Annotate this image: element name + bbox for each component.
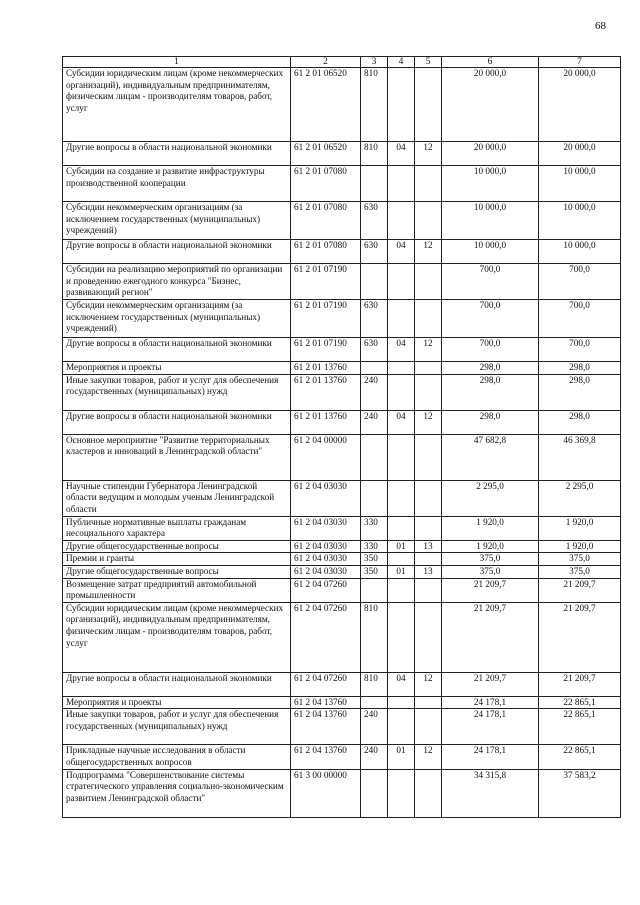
row-subsection: 12 <box>415 142 442 166</box>
row-subsection <box>415 202 442 240</box>
row-amount-year2: 21 209,7 <box>539 602 621 672</box>
row-expense-type: 240 <box>361 709 388 745</box>
row-code: 61 2 01 06520 <box>291 142 361 166</box>
row-expense-type <box>361 434 388 480</box>
row-name: Субсидии юридическим лицам (кроме некоммерческих организаций), индивидуальным предпринимателям, физическим лицам - производителям товаров, работ, услуг <box>63 68 291 142</box>
row-amount-year2: 375,0 <box>539 553 621 566</box>
row-name: Другие вопросы в области национальной экономики <box>63 672 291 696</box>
row-amount-year1: 24 178,1 <box>442 709 539 745</box>
row-subsection: 12 <box>415 240 442 264</box>
table-row <box>63 540 621 553</box>
row-code: 61 2 01 13760 <box>291 362 361 375</box>
row-expense-type: 630 <box>361 202 388 240</box>
row-expense-type <box>361 769 388 817</box>
row-expense-type <box>361 480 388 516</box>
row-section <box>388 166 415 202</box>
row-subsection <box>415 769 442 817</box>
row-amount-year1: 21 209,7 <box>442 602 539 672</box>
row-amount-year2: 10 000,0 <box>539 202 621 240</box>
row-amount-year2: 22 865,1 <box>539 709 621 745</box>
row-amount-year1: 34 315,8 <box>442 769 539 817</box>
row-amount-year1: 298,0 <box>442 410 539 434</box>
row-section <box>388 264 415 300</box>
header-col-1: 1 <box>63 57 291 68</box>
row-code: 61 2 04 07260 <box>291 672 361 696</box>
budget-table <box>62 56 621 818</box>
row-code: 61 2 04 13760 <box>291 745 361 769</box>
row-section <box>388 202 415 240</box>
row-name: Иные закупки товаров, работ и услуг для обеспечения государственных (муниципальных) нужд <box>63 709 291 745</box>
row-subsection <box>415 516 442 540</box>
row-expense-type: 810 <box>361 602 388 672</box>
row-name: Другие вопросы в области национальной экономики <box>63 142 291 166</box>
row-expense-type: 330 <box>361 540 388 553</box>
table-row <box>63 769 621 817</box>
row-expense-type: 240 <box>361 374 388 410</box>
table-row <box>63 338 621 362</box>
row-amount-year2: 20 000,0 <box>539 142 621 166</box>
row-code: 61 2 04 03030 <box>291 480 361 516</box>
row-section: 04 <box>388 142 415 166</box>
table-row <box>63 602 621 672</box>
row-expense-type: 240 <box>361 745 388 769</box>
table-row <box>63 300 621 338</box>
table-row <box>63 410 621 434</box>
row-name: Другие общегосударственные вопросы <box>63 565 291 578</box>
row-subsection: 13 <box>415 565 442 578</box>
row-subsection <box>415 300 442 338</box>
row-amount-year2: 10 000,0 <box>539 240 621 264</box>
row-expense-type: 350 <box>361 565 388 578</box>
row-section: 01 <box>388 540 415 553</box>
row-code: 61 2 01 07190 <box>291 300 361 338</box>
row-section <box>388 516 415 540</box>
row-section: 01 <box>388 745 415 769</box>
row-name: Другие вопросы в области национальной экономики <box>63 338 291 362</box>
row-amount-year2: 1 920,0 <box>539 540 621 553</box>
row-section <box>388 434 415 480</box>
row-section: 01 <box>388 565 415 578</box>
table-row <box>63 434 621 480</box>
row-section: 04 <box>388 410 415 434</box>
row-subsection: 12 <box>415 410 442 434</box>
row-code: 61 2 04 03030 <box>291 553 361 566</box>
row-amount-year1: 298,0 <box>442 362 539 375</box>
row-code: 61 2 01 13760 <box>291 410 361 434</box>
table-row <box>63 202 621 240</box>
row-expense-type: 810 <box>361 672 388 696</box>
table-row <box>63 745 621 769</box>
row-section <box>388 602 415 672</box>
row-expense-type <box>361 166 388 202</box>
row-amount-year1: 24 178,1 <box>442 745 539 769</box>
row-amount-year2: 1 920,0 <box>539 516 621 540</box>
row-code: 61 2 01 07190 <box>291 264 361 300</box>
row-amount-year2: 22 865,1 <box>539 745 621 769</box>
row-amount-year1: 10 000,0 <box>442 166 539 202</box>
row-name: Премии и гранты <box>63 553 291 566</box>
row-amount-year1: 21 209,7 <box>442 672 539 696</box>
row-name: Прикладные научные исследования в области общегосударственных вопросов <box>63 745 291 769</box>
row-amount-year1: 47 682,8 <box>442 434 539 480</box>
row-section <box>388 300 415 338</box>
row-amount-year2: 10 000,0 <box>539 166 621 202</box>
row-code: 61 2 01 13760 <box>291 374 361 410</box>
header-col-2: 2 <box>291 57 361 68</box>
row-code: 61 2 04 03030 <box>291 565 361 578</box>
row-amount-year1: 20 000,0 <box>442 68 539 142</box>
row-code: 61 2 04 07260 <box>291 602 361 672</box>
row-amount-year1: 700,0 <box>442 300 539 338</box>
row-code: 61 2 04 13760 <box>291 696 361 709</box>
row-name: Подпрограмма "Совершенствование системы стратегического управления социально-экономическим развитием Ленинградской области" <box>63 769 291 817</box>
row-subsection <box>415 374 442 410</box>
row-section <box>388 709 415 745</box>
row-amount-year2: 21 209,7 <box>539 578 621 602</box>
row-section <box>388 553 415 566</box>
row-amount-year1: 10 000,0 <box>442 240 539 264</box>
row-name: Субсидии на реализацию мероприятий по организации и проведению ежегодного конкурса "Бизнес, развивающий регион" <box>63 264 291 300</box>
row-code: 61 2 01 06520 <box>291 68 361 142</box>
row-name: Мероприятия и проекты <box>63 362 291 375</box>
table-row <box>63 565 621 578</box>
row-subsection <box>415 434 442 480</box>
row-expense-type: 330 <box>361 516 388 540</box>
table-row <box>63 264 621 300</box>
row-amount-year2: 298,0 <box>539 410 621 434</box>
row-name: Субсидии некоммерческим организациям (за исключением государственных (муниципальных) учреждений) <box>63 202 291 240</box>
row-subsection: 13 <box>415 540 442 553</box>
row-amount-year2: 700,0 <box>539 338 621 362</box>
row-code: 61 2 04 03030 <box>291 516 361 540</box>
row-name: Научные стипендии Губернатора Ленинградской области ведущим и молодым ученым Ленинградской области <box>63 480 291 516</box>
row-amount-year1: 1 920,0 <box>442 516 539 540</box>
row-amount-year2: 22 865,1 <box>539 696 621 709</box>
header-col-6: 6 <box>442 57 539 68</box>
row-section <box>388 769 415 817</box>
row-name: Другие вопросы в области национальной экономики <box>63 410 291 434</box>
row-amount-year1: 21 209,7 <box>442 578 539 602</box>
row-expense-type: 810 <box>361 68 388 142</box>
row-code: 61 3 00 00000 <box>291 769 361 817</box>
table-row <box>63 142 621 166</box>
table-row <box>63 709 621 745</box>
row-expense-type: 810 <box>361 142 388 166</box>
row-subsection <box>415 362 442 375</box>
row-amount-year1: 375,0 <box>442 553 539 566</box>
table-row <box>63 68 621 142</box>
header-col-5: 5 <box>415 57 442 68</box>
row-name: Другие общегосударственные вопросы <box>63 540 291 553</box>
row-section <box>388 578 415 602</box>
row-name: Иные закупки товаров, работ и услуг для обеспечения государственных (муниципальных) нужд <box>63 374 291 410</box>
row-amount-year1: 24 178,1 <box>442 696 539 709</box>
row-name: Субсидии на создание и развитие инфраструктуры производственной кооперации <box>63 166 291 202</box>
row-subsection: 12 <box>415 745 442 769</box>
table-row <box>63 166 621 202</box>
row-subsection <box>415 264 442 300</box>
row-expense-type: 240 <box>361 410 388 434</box>
row-amount-year2: 700,0 <box>539 300 621 338</box>
row-code: 61 2 01 07080 <box>291 202 361 240</box>
row-section <box>388 374 415 410</box>
row-amount-year2: 700,0 <box>539 264 621 300</box>
row-expense-type <box>361 362 388 375</box>
row-subsection <box>415 68 442 142</box>
table-row <box>63 516 621 540</box>
table-row <box>63 578 621 602</box>
row-subsection: 12 <box>415 672 442 696</box>
row-name: Мероприятия и проекты <box>63 696 291 709</box>
table-row <box>63 374 621 410</box>
row-amount-year1: 20 000,0 <box>442 142 539 166</box>
row-section: 04 <box>388 338 415 362</box>
row-subsection <box>415 553 442 566</box>
row-amount-year1: 700,0 <box>442 264 539 300</box>
row-name: Основное мероприятие "Развитие территориальных кластеров и инноваций в Ленинградской области" <box>63 434 291 480</box>
row-subsection <box>415 578 442 602</box>
row-amount-year1: 2 295,0 <box>442 480 539 516</box>
row-expense-type: 630 <box>361 338 388 362</box>
row-amount-year2: 21 209,7 <box>539 672 621 696</box>
row-subsection <box>415 696 442 709</box>
row-subsection <box>415 166 442 202</box>
row-section: 04 <box>388 240 415 264</box>
table-row <box>63 480 621 516</box>
row-amount-year2: 2 295,0 <box>539 480 621 516</box>
row-subsection <box>415 480 442 516</box>
row-expense-type <box>361 264 388 300</box>
row-name: Другие вопросы в области национальной экономики <box>63 240 291 264</box>
row-code: 61 2 01 07190 <box>291 338 361 362</box>
row-amount-year2: 375,0 <box>539 565 621 578</box>
row-section <box>388 362 415 375</box>
row-amount-year1: 1 920,0 <box>442 540 539 553</box>
header-col-4: 4 <box>388 57 415 68</box>
row-section <box>388 68 415 142</box>
row-amount-year2: 20 000,0 <box>539 68 621 142</box>
table-row <box>63 672 621 696</box>
table-row <box>63 362 621 375</box>
header-col-7: 7 <box>539 57 621 68</box>
row-expense-type <box>361 696 388 709</box>
row-expense-type: 350 <box>361 553 388 566</box>
row-expense-type: 630 <box>361 240 388 264</box>
row-amount-year1: 375,0 <box>442 565 539 578</box>
row-subsection <box>415 709 442 745</box>
row-amount-year2: 298,0 <box>539 362 621 375</box>
row-code: 61 2 04 00000 <box>291 434 361 480</box>
row-amount-year2: 37 583,2 <box>539 769 621 817</box>
row-amount-year2: 46 369,8 <box>539 434 621 480</box>
row-subsection <box>415 602 442 672</box>
header-col-3: 3 <box>361 57 388 68</box>
row-code: 61 2 01 07080 <box>291 240 361 264</box>
page-number: 68 <box>595 20 606 32</box>
row-code: 61 2 04 07260 <box>291 578 361 602</box>
table-row <box>63 240 621 264</box>
row-code: 61 2 04 13760 <box>291 709 361 745</box>
row-section: 04 <box>388 672 415 696</box>
header-row <box>63 57 621 68</box>
table-row <box>63 696 621 709</box>
row-amount-year1: 10 000,0 <box>442 202 539 240</box>
row-amount-year1: 700,0 <box>442 338 539 362</box>
row-subsection: 12 <box>415 338 442 362</box>
row-name: Субсидии некоммерческим организациям (за исключением государственных (муниципальных) учреждений) <box>63 300 291 338</box>
row-amount-year2: 298,0 <box>539 374 621 410</box>
row-expense-type: 630 <box>361 300 388 338</box>
row-name: Возмещение затрат предприятий автомобильной промышленности <box>63 578 291 602</box>
row-section <box>388 480 415 516</box>
row-section <box>388 696 415 709</box>
row-code: 61 2 04 03030 <box>291 540 361 553</box>
row-amount-year1: 298,0 <box>442 374 539 410</box>
table-row <box>63 553 621 566</box>
row-name: Публичные нормативные выплаты гражданам несоциального характера <box>63 516 291 540</box>
row-expense-type <box>361 578 388 602</box>
row-name: Субсидии юридическим лицам (кроме некоммерческих организаций), индивидуальным предпринимателям, физическим лицам - производителям товаров, работ, услуг <box>63 602 291 672</box>
row-code: 61 2 01 07080 <box>291 166 361 202</box>
